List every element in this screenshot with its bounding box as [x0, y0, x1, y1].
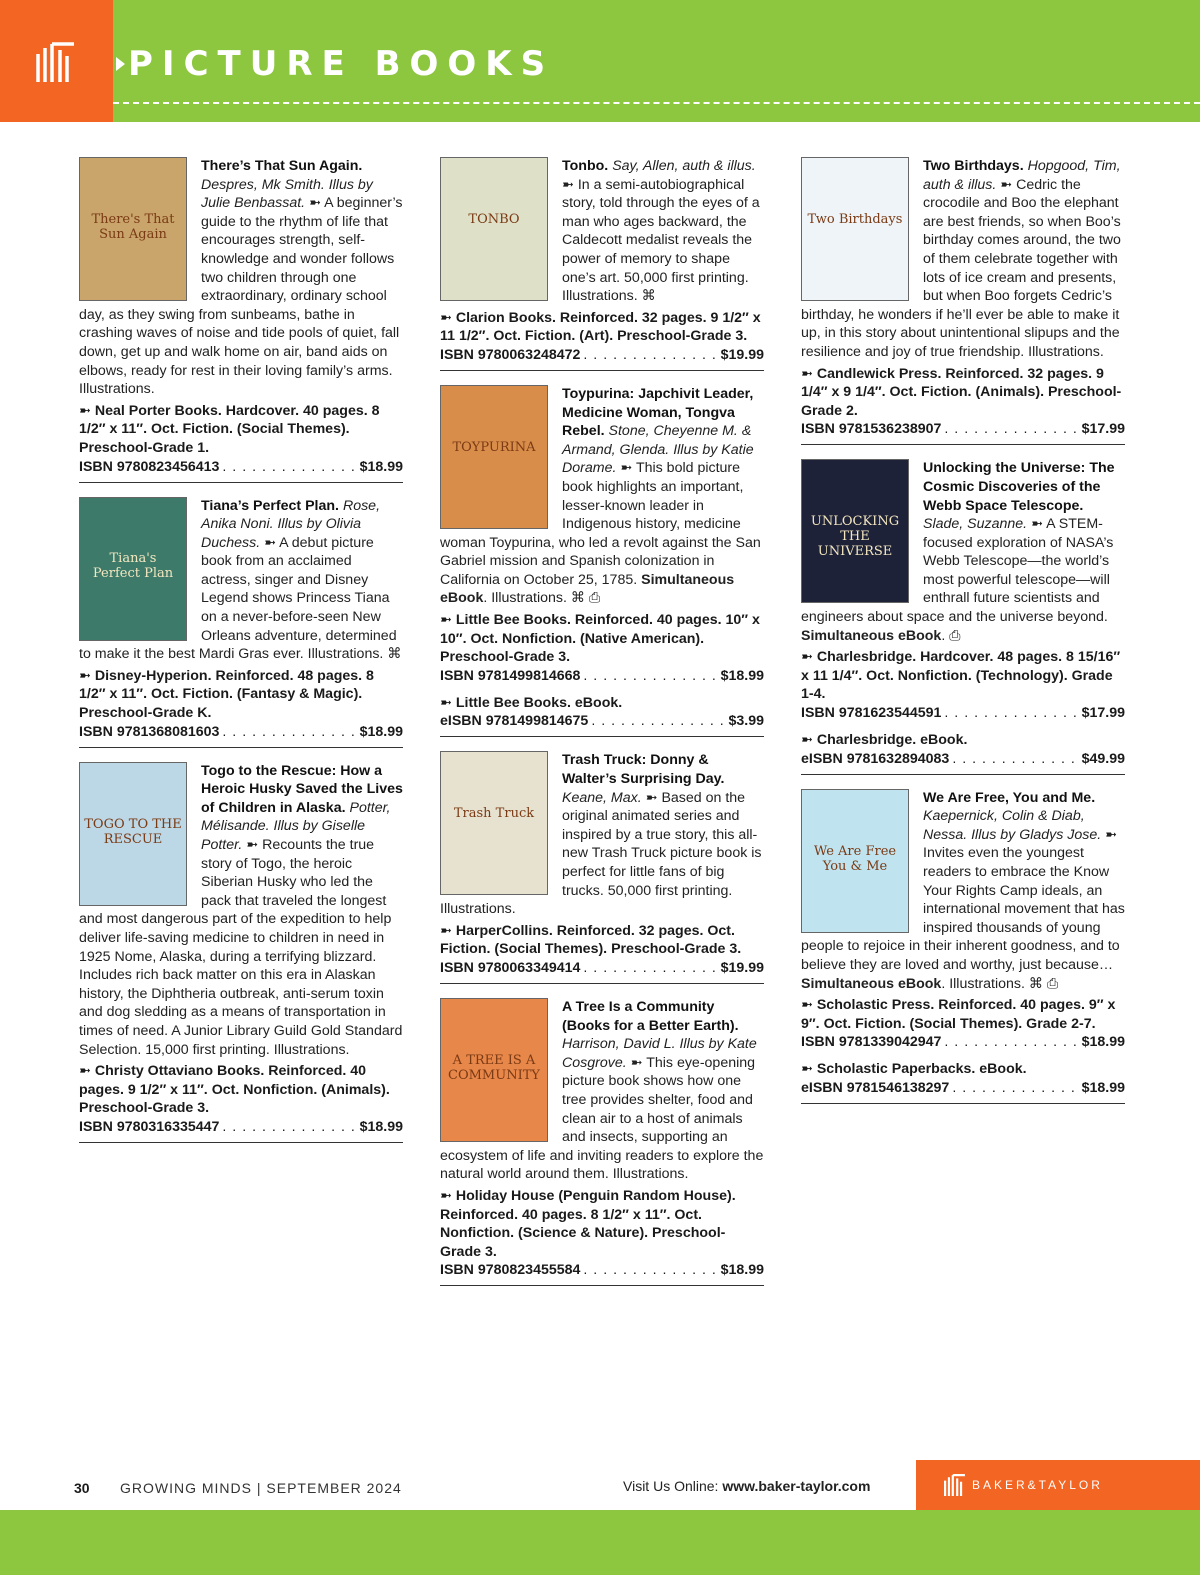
price: $19.99	[720, 346, 764, 363]
isbn: ISBN 9781368081603	[79, 723, 220, 740]
cover-title: Two Birthdays	[807, 211, 903, 227]
book-entry	[440, 751, 764, 984]
publisher-info	[440, 309, 764, 346]
isbn: ISBN 9781623544591	[801, 705, 942, 722]
price: $17.99	[1081, 705, 1125, 722]
arrow-icon: ➼	[264, 534, 276, 551]
price: $18.99	[1081, 1034, 1125, 1051]
publisher-details: HarperCollins. Reinforced. 32 pages. Oct. Fiction. (Social Themes). Preschool-Grade 3.	[440, 922, 742, 958]
price: $18.99	[359, 723, 403, 740]
simultaneous-ebook-note: Simultaneous eBook	[801, 627, 942, 644]
book-title: Tiana’s Perfect Plan.	[201, 497, 339, 514]
book-entry	[440, 385, 764, 738]
book-cover[interactable]	[801, 459, 909, 603]
publisher-details: Clarion Books. Reinforced. 32 pages. 9 1/2″ x 11 1/2″. Oct. Fiction. (Art). Preschool-Grade 3.	[440, 309, 761, 345]
eisbn-row	[801, 750, 1125, 769]
leader-dots	[944, 420, 1078, 439]
book-cover[interactable]	[440, 751, 548, 895]
arrow-icon: ➼	[801, 732, 813, 749]
footer-band	[0, 1510, 1200, 1575]
arrow-icon: ➼	[246, 837, 259, 853]
leader-dots	[952, 750, 1078, 769]
arrow-icon: ➼	[801, 649, 813, 666]
arrow-icon: ➼	[562, 176, 574, 193]
isbn-row	[440, 346, 764, 365]
publisher-details: Little Bee Books. Reinforced. 40 pages. 10″ x 10″. Oct. Nonfiction. (Native American). Preschool-Grade 3.	[440, 612, 760, 666]
simultaneous-ebook-note: Simultaneous eBook	[440, 571, 735, 607]
isbn: ISBN 9780063349414	[440, 959, 581, 976]
book-entry	[801, 459, 1125, 774]
publisher-info	[440, 1187, 764, 1261]
publisher-info	[440, 922, 764, 959]
ebook-publisher	[801, 1060, 1125, 1079]
publisher-details: Charlesbridge. Hardcover. 48 pages. 8 15/16″ x 11 1/4″. Oct. Nonfiction. (Technology). Grade 1-4.	[801, 649, 1121, 703]
isbn: ISBN 9781499814668	[440, 667, 581, 684]
book-title: Unlocking the Universe: The Cosmic Discoveries of the Webb Space Telescope.	[923, 460, 1115, 514]
book-title: A Tree Is a Community (Books for a Better Earth).	[562, 998, 739, 1034]
arrow-icon: ➼	[440, 922, 452, 939]
leader-dots	[222, 458, 356, 477]
page-number: 30	[74, 1480, 90, 1496]
book-entry	[440, 157, 764, 371]
book-author: Stone, Cheyenne M. & Armand, Glenda. Illus by Katie Dorame.	[562, 423, 754, 477]
book-cover[interactable]	[440, 998, 548, 1142]
catalog-column-1	[79, 157, 403, 1157]
publisher-details: Christy Ottaviano Books. Reinforced. 40 pages. 9 1/2″ x 11″. Oct. Nonfiction. (Animals). Preschool-Grade 3.	[79, 1063, 390, 1117]
publisher-info	[440, 611, 764, 667]
ebook-info	[801, 731, 1125, 769]
arrow-icon: ➼	[1105, 826, 1118, 843]
summary-text: In a semi-autobiographical story, told through the eyes of a man who ages backward, the Caldecott medalist reveals the power of memory to shape one’s art. 50,000 first printing. Illustrations.	[562, 176, 760, 305]
summary-tail: . Illustrations.	[483, 590, 567, 607]
leader-dots	[591, 712, 725, 731]
isbn: ISBN 9781536238907	[801, 421, 942, 438]
eisbn-row	[440, 712, 764, 731]
book-title: Toypurina: Japchivit Leader, Medicine Woman, Tongva Rebel.	[562, 385, 754, 440]
format-icons: ⌘	[387, 646, 402, 663]
publisher-info	[79, 1062, 403, 1118]
isbn-row	[79, 458, 403, 477]
leader-dots	[583, 1261, 717, 1280]
price: $19.99	[720, 959, 764, 976]
book-entry	[801, 789, 1125, 1104]
summary-text: This bold picture book highlights an important, lesser-known leader in Indigenous history, medicine woman Toypurina, who led a revolt against the San Gabriel mission and Spanish colonization in California on October 25, 1785.	[440, 460, 761, 588]
isbn: ISBN 9780063248472	[440, 346, 581, 363]
ebook-price: $18.99	[1081, 1079, 1125, 1096]
summary-text: A debut picture book from an acclaimed actress, singer and Disney Legend shows Princess Tiana on a never-before-seen New Orleans adventure, determined to make it the best Mardi Gras ever. Illustrations.	[79, 534, 397, 663]
summary-tail: .	[941, 627, 946, 644]
price: $18.99	[720, 667, 764, 684]
arrow-icon: ➼	[645, 789, 658, 806]
cover-title: Trash Truck	[453, 806, 535, 822]
summary-text: This eye-opening picture book shows how one tree provides shelter, food and clean air to a host of animals and insects, supporting an ecosystem of life and inviting readers to explore the natural world around them. Illustrations.	[440, 1054, 764, 1183]
book-cover[interactable]	[79, 497, 187, 641]
website-link[interactable]: www.baker-taylor.com	[722, 1478, 871, 1494]
publisher-info	[79, 667, 403, 723]
summary-text: Cedric the crocodile and Boo the elephant are best friends, so when Boo’s birthday comes around, the two of them celebrate together with lots of ice cream and presents, but when Boo forgets Cedric’s birthday, he wonders if he’ll ever be able to make it up, in this story about unintentional slipups and the resilience and joy of true friendship. Illustrations.	[801, 176, 1121, 360]
publisher-info	[801, 648, 1125, 704]
leader-dots	[944, 1033, 1078, 1052]
publisher-info	[79, 402, 403, 458]
format-icons: ⌘	[641, 288, 656, 305]
ebook-publisher-details: Charlesbridge. eBook.	[816, 732, 968, 749]
book-cover[interactable]	[440, 157, 548, 301]
book-title: We Are Free, You and Me.	[923, 789, 1096, 806]
book-cover[interactable]	[79, 157, 187, 301]
arrow-icon: ➼	[79, 402, 91, 419]
isbn: ISBN 9780316335447	[79, 1118, 220, 1135]
book-entry	[801, 157, 1125, 445]
summary-tail: . Illustrations.	[941, 975, 1025, 992]
arrow-icon: ➼	[620, 460, 633, 477]
catalog-column-2	[440, 157, 764, 1300]
arrow-icon: ➼	[801, 1061, 813, 1078]
book-entry	[79, 762, 403, 1143]
eisbn: eISBN 9781499814675	[440, 713, 589, 730]
publisher-info	[801, 996, 1125, 1033]
book-author: Keane, Max.	[562, 789, 642, 806]
arrow-icon: ➼	[440, 309, 452, 326]
cover-title: TOGO TO THE RESCUE	[84, 816, 182, 847]
isbn-row	[440, 667, 764, 686]
book-title: Trash Truck: Donny & Walter’s Surprising Day.	[562, 752, 725, 788]
leader-dots	[583, 346, 717, 365]
book-cover[interactable]	[801, 789, 909, 933]
book-entry	[79, 157, 403, 483]
arrow-icon: ➼	[1000, 176, 1013, 193]
leader-dots	[583, 667, 717, 686]
book-cover[interactable]	[440, 385, 548, 529]
footer-brand-box	[916, 1460, 1200, 1510]
bt-mark-icon	[36, 40, 76, 84]
arrow-icon: ➼	[309, 195, 321, 212]
book-entry	[79, 497, 403, 748]
book-title: Togo to the Rescue: How a Heroic Husky Saved the Lives of Children in Alaska.	[201, 762, 403, 816]
ebook-info	[801, 1060, 1125, 1098]
format-icons: ⌘ ⎙	[1028, 975, 1059, 992]
book-author: Say, Allen, auth & illus.	[612, 158, 756, 174]
page-header	[0, 0, 1200, 122]
summary-text: A beginner’s guide to the rhythm of life that encourages strength, self-knowledge and wonder follows two children through one extraordinary, ordinary school day, as they swing from sunbeams, bathe in crashing waves of noise and tide pools of quiet, fall down, get up and walk home on air, band aids on elbows, ready for rest in their loving family’s arms. Illustrations.	[79, 195, 403, 398]
isbn-row	[79, 1118, 403, 1137]
ebook-info	[440, 694, 764, 732]
catalog-column-3	[801, 157, 1125, 1118]
ebook-publisher	[801, 731, 1125, 750]
cover-title: A TREE IS A COMMUNITY	[448, 1052, 540, 1083]
book-author: Harrison, David L. Illus by Kate Cosgrove.	[562, 1036, 757, 1071]
price: $18.99	[720, 1262, 764, 1279]
book-title: Tonbo.	[562, 158, 609, 174]
leader-dots	[222, 723, 356, 742]
publisher-info	[801, 365, 1125, 421]
publisher-details: Scholastic Press. Reinforced. 40 pages. 9″ x 9″. Oct. Fiction. (Social Themes). Grade 2-7.	[801, 997, 1116, 1032]
cover-title: UNLOCKING THE UNIVERSE	[810, 514, 900, 560]
price: $18.99	[359, 1118, 403, 1135]
visit-online	[623, 1478, 870, 1494]
isbn-row	[801, 704, 1125, 723]
format-icons: ⌘ ⎙	[570, 590, 601, 607]
ebook-publisher-details: Scholastic Paperbacks. eBook.	[816, 1061, 1027, 1078]
book-cover[interactable]	[801, 157, 909, 301]
isbn-row	[801, 420, 1125, 439]
isbn: ISBN 9780823455584	[440, 1262, 581, 1279]
arrow-icon: ➼	[1031, 516, 1043, 533]
arrow-icon: ➼	[801, 365, 813, 382]
book-author: Hopgood, Tim, auth & illus.	[923, 158, 1121, 193]
cover-title: Tiana's Perfect Plan	[92, 551, 174, 582]
ebook-price: $49.99	[1081, 750, 1125, 767]
book-entry	[440, 998, 764, 1286]
eisbn: eISBN 9781632894083	[801, 750, 950, 767]
magazine-issue: GROWING MINDS | SEPTEMBER 2024	[120, 1480, 402, 1496]
isbn-row	[79, 723, 403, 742]
bt-mark-icon	[944, 1472, 966, 1498]
book-author: Potter, Mélisande. Illus by Giselle Potter.	[201, 799, 391, 853]
isbn: ISBN 9781339042947	[801, 1034, 942, 1051]
publisher-details: Disney-Hyperion. Reinforced. 48 pages. 8 1/2″ x 11″. Oct. Fiction. (Fantasy & Magic). Preschool-Grade K.	[79, 667, 374, 722]
leader-dots	[944, 704, 1078, 723]
price: $17.99	[1081, 421, 1125, 438]
book-author: Slade, Suzanne.	[923, 516, 1028, 533]
arrow-icon: ➼	[801, 997, 813, 1014]
leader-dots	[583, 959, 717, 978]
price: $18.99	[359, 458, 403, 475]
arrow-icon: ➼	[440, 612, 452, 629]
summary-text: A STEM-focused exploration of NASA’s Webb Telescope—the world’s most powerful telescope—will enthrall future scientists and engineers about space and the universe beyond.	[801, 516, 1114, 626]
ebook-publisher-details: Little Bee Books. eBook.	[455, 694, 623, 711]
visit-label: Visit Us Online:	[623, 1478, 719, 1494]
book-author: Despres, Mk Smith. Illus by Julie Benbassat.	[201, 176, 373, 212]
isbn-row	[801, 1033, 1125, 1052]
ebook-publisher	[440, 694, 764, 713]
baker-taylor-logo	[0, 0, 113, 122]
simultaneous-ebook-note: Simultaneous eBook	[801, 975, 942, 992]
page-footer	[0, 1460, 1200, 1510]
book-title: There’s That Sun Again.	[201, 158, 363, 174]
section-title: PICTURE BOOKS	[128, 44, 555, 84]
arrow-icon: ➼	[440, 1187, 452, 1204]
summary-text: Recounts the true story of Togo, the heroic Siberian Husky who led the pack that traveled the longest and most dangerous part of the expedition to help deliver life-saving medicine to children in need in 1925 Nome, Alaska, during a terrifying blizzard. Includes rich back matter on this era in Alaskan history, the Diphtheria outbreak, anti-serum toxin and dog sledding as a means of transportation in times of need. A Junior Library Guild Gold Standard Selection. 15,000 first printing. Illustrations.	[79, 837, 403, 1058]
summary-text: Based on the original animated series and inspired by a true story, this all-new Trash Truck picture book is perfect for little fans of big trucks. 50,000 first printing. Illustrations.	[440, 789, 762, 918]
publisher-details: Holiday House (Penguin Random House). Reinforced. 40 pages. 8 1/2″ x 11″. Oct. Nonfiction. (Science & Nature). Preschool-Grade 3.	[440, 1187, 736, 1260]
cover-title: TONBO	[468, 211, 520, 227]
isbn-row	[440, 1261, 764, 1280]
arrow-icon: ➼	[79, 667, 91, 684]
book-author: Rose, Anika Noni. Illus by Olivia Duchess.	[201, 497, 381, 551]
book-author: Kaepernick, Colin & Diab, Nessa. Illus by Gladys Jose.	[923, 808, 1102, 843]
cover-title: There's That Sun Again	[91, 211, 175, 242]
book-title: Two Birthdays.	[923, 158, 1024, 174]
header-divider	[113, 102, 1200, 104]
brand-name: BAKER&TAYLOR	[972, 1478, 1103, 1492]
publisher-details: Neal Porter Books. Hardcover. 40 pages. 8 1/2″ x 11″. Oct. Fiction. (Social Themes). Preschool-Grade 1.	[79, 402, 380, 456]
summary-text: Invites even the youngest readers to embrace the Know Your Rights Camp ideals, an international movement that has inspired thousands of young people to rejoice in their inherent goodness, and to believe they are loved and worthy, just because…	[801, 845, 1125, 973]
book-cover[interactable]	[79, 762, 187, 906]
arrow-icon: ➼	[79, 1063, 91, 1080]
arrow-icon: ➼	[440, 694, 452, 711]
cover-title: TOYPURINA	[452, 439, 536, 455]
ebook-price: $3.99	[728, 713, 764, 730]
publisher-details: Candlewick Press. Reinforced. 32 pages. 9 1/4″ x 9 1/4″. Oct. Fiction. (Animals). Preschool-Grade 2.	[801, 365, 1122, 419]
leader-dots	[952, 1079, 1078, 1098]
isbn: ISBN 9780823456413	[79, 458, 220, 475]
leader-dots	[222, 1118, 356, 1137]
arrow-icon: ➼	[630, 1054, 643, 1071]
eisbn-row	[801, 1079, 1125, 1098]
isbn-row	[440, 959, 764, 978]
eisbn: eISBN 9781546138297	[801, 1079, 950, 1096]
cover-title: We Are Free You & Me	[813, 843, 897, 874]
format-icons: ⎙	[949, 627, 961, 644]
